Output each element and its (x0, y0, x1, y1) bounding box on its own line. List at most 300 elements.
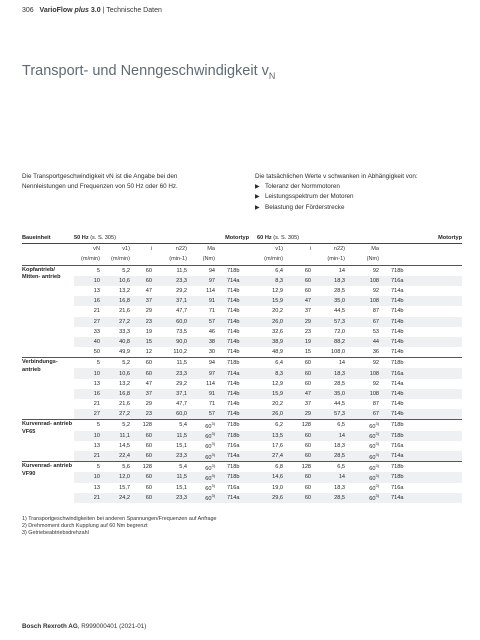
table-cell: 37,1 (158, 296, 193, 306)
table-row (22, 317, 462, 327)
table-cell: 92 (372, 380, 380, 387)
table-cell: 33 (93, 328, 100, 335)
table-cell: 11,5 (158, 265, 193, 276)
table-cell: 13,2 (119, 288, 130, 295)
table-cell: 714a (391, 288, 404, 295)
column-unit-label: v1) (122, 246, 130, 253)
table-cell: 10,6 (106, 368, 136, 378)
intro-list (255, 172, 460, 213)
table-cell: 16 (74, 389, 106, 399)
footnote-marker: 3) (211, 421, 216, 427)
table-cell: 114 (206, 380, 216, 387)
table-cell: 28,5 (317, 451, 351, 462)
column-unit-label: vN (93, 246, 100, 253)
footnote-marker: 3) (211, 493, 216, 499)
table-cell: 60 (136, 368, 158, 378)
column-unit-label: i (309, 246, 312, 253)
table-cell: 5,2 (106, 358, 136, 369)
table-cell: 37 (136, 296, 158, 306)
table-cell: 13,5 (253, 431, 289, 441)
table-cell: 15,9 (253, 296, 289, 306)
table-cell: 57,3 (317, 409, 351, 420)
table-cell: 14 (317, 472, 351, 482)
table-cell: 72,0 (334, 328, 346, 335)
table-cell: 714b (385, 317, 462, 327)
table-cell: 10 (74, 431, 106, 441)
table-cell: 18,3 (334, 442, 346, 449)
table-cell: 60$^{3)}$ (351, 431, 385, 441)
table-cell: 15,7 (119, 484, 130, 491)
table-subheader-row (22, 254, 462, 265)
table-row (22, 441, 462, 451)
table-cell: 40 (74, 337, 106, 347)
column-unit-label (385, 254, 462, 265)
table-cell: 92 (351, 265, 385, 276)
table-row (22, 389, 462, 399)
table-row (22, 483, 462, 493)
table-row (22, 379, 462, 389)
table-cell: 60,0 (158, 317, 193, 327)
table-row (22, 409, 462, 420)
table-cell: 29,2 (176, 380, 187, 387)
table-cell: 60$^{3)}$ (351, 472, 385, 482)
intro-list-lead: Die tatsächlichen Werte v schwanken in Abhängigkeit von: (255, 173, 418, 180)
footnote: 3) Getriebeabtriebsdrehzahl (22, 530, 89, 536)
table-cell: 60 (136, 358, 158, 369)
table-cell: 21 (74, 451, 106, 462)
table-cell: 22,4 (106, 451, 136, 462)
table-cell: 60 (289, 472, 317, 482)
table-row (22, 337, 462, 347)
product-name: VarioFlow plus 3.0 (39, 7, 101, 14)
table-cell: 714b (385, 337, 462, 347)
table-cell: 88,2 (317, 337, 351, 347)
table-cell: 60 (289, 493, 317, 503)
section-name: Technische Daten (106, 7, 162, 14)
table-row (22, 306, 462, 316)
table-cell: 714b (391, 308, 404, 315)
table-cell: 40,8 (106, 337, 136, 347)
column-unit-label: Ma (207, 246, 216, 253)
table-cell: 37 (304, 401, 312, 408)
table-cell: 714a (221, 276, 253, 286)
table-cell: 27 (74, 317, 106, 327)
table-cell: 11,1 (106, 431, 136, 441)
col-header-motortyp-50: Motortyp (221, 233, 253, 244)
table-cell: 128 (289, 420, 317, 431)
table-cell: 91 (193, 389, 221, 399)
column-unit-label: v1) (275, 246, 284, 253)
table-cell: 10 (74, 276, 106, 286)
table-cell: 37,1 (158, 389, 193, 399)
table-cell: 718b (385, 462, 462, 473)
table-cell: 108 (351, 296, 385, 306)
table-cell: 6,2 (253, 420, 289, 431)
page-number: 306 (22, 7, 34, 14)
table-cell: 5,4 (158, 420, 193, 431)
table-cell: 714b (227, 380, 240, 387)
footnote-marker: 3) (211, 441, 216, 447)
table-cell: 73,5 (176, 328, 187, 335)
table-cell: 716a (385, 276, 462, 286)
table-cell: 714b (391, 349, 404, 356)
column-unit-label: Ma (371, 246, 380, 253)
table-cell: 53 (372, 328, 380, 335)
table-cell: 60 (136, 276, 158, 286)
table-cell: 29 (289, 409, 317, 420)
table-cell: 94 (193, 358, 221, 369)
table-row (22, 327, 462, 337)
table-cell: 23,3 (158, 493, 193, 503)
table-cell: 60$^{3)}$ (205, 441, 216, 451)
column-unit-label: (m/min) (81, 256, 100, 263)
table-cell: 718b (385, 472, 462, 482)
column-unit-label: (min-1) (169, 256, 187, 263)
group-label: Kurvenrad- antrieb VF65 (22, 420, 74, 462)
table-cell: 36 (372, 349, 380, 356)
table-cell: 57 (193, 317, 221, 327)
table-cell: 718b (221, 420, 253, 431)
table-cell: 8,3 (253, 276, 289, 286)
footnote: 2) Drehmoment durch Kupplung auf 60 Nm begrenzt (22, 523, 148, 529)
table-row (22, 451, 462, 462)
table-cell: 714b (221, 389, 253, 399)
table-cell: 23,3 (158, 451, 193, 462)
table-cell: 8,3 (253, 368, 289, 378)
table-row (22, 431, 462, 441)
list-item: ▶ Leistungsspektrum der Motoren (255, 192, 460, 202)
table-cell: 718b (221, 358, 253, 369)
table-cell: 27 (74, 409, 106, 420)
table-cell: 60 (289, 276, 317, 286)
table-cell: 67 (351, 409, 385, 420)
footnote-marker: 3) (375, 472, 380, 478)
table-cell: 60$^{3)}$ (369, 483, 380, 493)
triangle-bullet-icon: ▶ (255, 194, 260, 201)
table-cell: 12 (145, 349, 152, 356)
table-cell: 26,0 (253, 317, 289, 327)
table-cell: 716a (385, 368, 462, 378)
table-cell: 44,5 (334, 401, 346, 408)
table-cell: 29,6 (253, 493, 289, 503)
table-cell: 714a (221, 493, 253, 503)
table-cell: 47,7 (176, 308, 187, 315)
table-cell: 14 (317, 431, 351, 441)
footnote-marker: 3) (375, 421, 380, 427)
table-cell: 11,5 (158, 472, 193, 482)
column-unit-label (289, 254, 317, 265)
table-cell: 714a (221, 368, 253, 378)
table-cell: 21 (74, 493, 106, 503)
table-cell: 60 (289, 358, 317, 369)
column-unit-label: i (150, 246, 152, 253)
table-row (22, 276, 462, 286)
table-cell: 108,0 (331, 349, 346, 356)
table-cell: 5 (74, 462, 106, 473)
table-cell: 28,5 (334, 380, 346, 387)
table-cell: 14,5 (119, 442, 130, 449)
table-cell: 13 (93, 442, 100, 449)
table-cell: 60$^{3)}$ (193, 472, 221, 482)
table-row (22, 358, 462, 369)
footnote-marker: 3) (211, 462, 216, 468)
table-cell: 37 (304, 308, 312, 315)
table-cell: 29 (289, 317, 317, 327)
page-footer: Bosch Rexroth AG, R999000401 (2021-01) (22, 623, 147, 630)
table-cell: 10 (74, 368, 106, 378)
table-cell: 60$^{3)}$ (205, 483, 216, 493)
table-cell: 23,3 (158, 368, 193, 378)
table-cell: 718b (385, 265, 462, 276)
table-cell: 716a (391, 442, 404, 449)
table-cell (22, 244, 74, 255)
table-row (22, 462, 462, 473)
table-cell: 97 (193, 276, 221, 286)
table-cell: 5 (74, 265, 106, 276)
table-cell: 716a (391, 484, 404, 491)
table-cell: 87 (372, 401, 380, 408)
table-cell: 30 (208, 349, 216, 356)
table-cell: 60 (304, 442, 312, 449)
table-cell: 60 (145, 442, 152, 449)
footnote-marker: 3) (211, 472, 216, 478)
table-cell: 38 (193, 337, 221, 347)
col-header-motortyp-60: Motortyp (385, 233, 462, 244)
table-cell: 19,0 (272, 484, 284, 491)
table-cell: 60 (289, 265, 317, 276)
table-row (22, 296, 462, 306)
table-cell: 60 (136, 493, 158, 503)
table-cell: 35,0 (317, 389, 351, 399)
column-unit-label: (Nm) (202, 256, 216, 263)
table-cell: 11,5 (158, 358, 193, 369)
table-cell: 718b (385, 358, 462, 369)
table-cell: 718b (221, 472, 253, 482)
table-cell: 23,3 (158, 276, 193, 286)
table-row (22, 347, 462, 358)
table-row (22, 420, 462, 431)
table-cell: 714a (221, 451, 253, 462)
table-cell: 19 (145, 328, 152, 335)
table-cell: 20,2 (272, 401, 284, 408)
table-cell: 91 (193, 296, 221, 306)
table-cell: 718b (221, 431, 253, 441)
table-cell: 716a (227, 442, 240, 449)
table-cell: 44,5 (334, 308, 346, 315)
table-cell: 47 (145, 288, 152, 295)
table-cell: 5 (74, 420, 106, 431)
table-cell: 92 (372, 288, 380, 295)
table-cell: 21 (93, 401, 100, 408)
table-cell: 714b (221, 317, 253, 327)
table-cell: 6,4 (253, 358, 289, 369)
triangle-bullet-icon: ▶ (255, 204, 260, 211)
table-cell: 14 (317, 358, 351, 369)
group-label: Kurvenrad- antrieb VF90 (22, 462, 74, 503)
table-cell: 714b (221, 409, 253, 420)
table-cell: 57,3 (317, 317, 351, 327)
table-cell: 26,0 (253, 409, 289, 420)
table-cell: 13 (93, 484, 100, 491)
table-cell: 714b (385, 296, 462, 306)
table-cell: 718b (221, 462, 253, 473)
page-header: 306 VarioFlow plus 3.0 | Technische Daten (22, 7, 162, 14)
table-cell: 60$^{3)}$ (193, 451, 221, 462)
table-cell: 27,2 (106, 409, 136, 420)
table-cell: 60 (289, 368, 317, 378)
table-cell: 60 (136, 451, 158, 462)
table-cell: 27,4 (253, 451, 289, 462)
table-cell: 714b (391, 401, 404, 408)
table-cell: 128 (136, 462, 158, 473)
table-cell: 714b (385, 389, 462, 399)
table-cell: 128 (289, 462, 317, 473)
table-cell: 60 (136, 472, 158, 482)
column-unit-label: n22) (175, 246, 187, 253)
table-cell: 21 (93, 308, 100, 315)
footnotes (22, 516, 217, 537)
column-unit-label: (m/min) (111, 256, 130, 263)
table-row (22, 286, 462, 296)
table-cell: 60,0 (158, 409, 193, 420)
table-cell: 716a (227, 484, 240, 491)
column-unit-label: n22) (333, 246, 346, 253)
table-cell: 32,6 (272, 328, 284, 335)
table-cell: 87 (372, 308, 380, 315)
col-header-60hz: 60 Hz (s. S. 305) (253, 233, 385, 244)
table-cell: 24,2 (106, 493, 136, 503)
table-cell: 15 (304, 349, 312, 356)
table-cell: 60 (145, 484, 152, 491)
table-cell: 718b (221, 265, 253, 276)
table-cell: 12,0 (106, 472, 136, 482)
table-cell: 23 (136, 409, 158, 420)
table-cell: 38,9 (253, 337, 289, 347)
table-cell: 60$^{3)}$ (369, 441, 380, 451)
table-cell: 128 (136, 420, 158, 431)
table-cell: 714b (221, 337, 253, 347)
table-cell: 60$^{3)}$ (193, 420, 221, 431)
table-cell: 15 (136, 337, 158, 347)
table-cell: 60 (136, 265, 158, 276)
table-cell: 14,6 (253, 472, 289, 482)
table-cell: 71 (208, 401, 216, 408)
table-cell: 5,2 (106, 265, 136, 276)
table-cell: 60 (289, 431, 317, 441)
table-cell: 12,9 (272, 288, 284, 295)
table-cell: 47 (289, 389, 317, 399)
table-cell: 6,5 (317, 462, 351, 473)
table-cell: 108 (351, 389, 385, 399)
table-cell: 71 (208, 308, 216, 315)
table-cell: 60$^{3)}$ (351, 451, 385, 462)
table-row (22, 472, 462, 482)
table-subheader-row (22, 244, 462, 255)
table-cell: 21,6 (119, 401, 130, 408)
table-cell: 60$^{3)}$ (193, 462, 221, 473)
table-cell: 5,6 (106, 462, 136, 473)
col-header-baueinheit: Baueinheit (22, 233, 74, 244)
intro-text: Die Transportgeschwindigkeit vN ist die Angabe bei den Nennleistungen und Frequenzen von 50 Hz oder 60 Hz. (22, 173, 178, 191)
table-cell: 16,8 (106, 296, 136, 306)
table-cell: 114 (206, 288, 216, 295)
table-cell: 27,2 (106, 317, 136, 327)
table-cell: 35,0 (317, 296, 351, 306)
table-cell: 60$^{3)}$ (351, 420, 385, 431)
table-cell: 13 (93, 288, 100, 295)
column-unit-label (136, 254, 158, 265)
table-cell: 33,3 (119, 328, 130, 335)
table-cell: 60$^{3)}$ (351, 462, 385, 473)
table-cell: 60 (289, 451, 317, 462)
table-cell: 6,5 (317, 420, 351, 431)
table-cell: 714b (227, 288, 240, 295)
table-cell: 13,2 (119, 380, 130, 387)
list-item: ▶ Belastung der Förderstrecke (255, 203, 460, 213)
table-cell: 714b (391, 328, 404, 335)
table-cell: 12,9 (272, 380, 284, 387)
table-cell: 50 (93, 349, 100, 356)
table-cell: 60$^{3)}$ (351, 493, 385, 503)
column-unit-label: (min-1) (327, 256, 346, 263)
table-cell: 15,1 (176, 442, 187, 449)
table-cell: 714a (385, 451, 462, 462)
footnote-marker: 3) (211, 431, 216, 437)
table-row (22, 493, 462, 503)
col-header-50hz: 50 Hz (s. S. 305) (74, 233, 221, 244)
table-row (22, 399, 462, 409)
table-cell: 15,1 (176, 484, 187, 491)
table-cell: 67 (351, 317, 385, 327)
table-cell: 5,2 (106, 420, 136, 431)
table-cell (22, 254, 74, 265)
table-cell: 46 (208, 328, 216, 335)
table-cell: 60 (136, 431, 158, 441)
column-unit-label (385, 244, 462, 255)
footnote-marker: 3) (375, 483, 380, 489)
table-cell: 90,0 (158, 337, 193, 347)
table-cell: 110,2 (173, 349, 187, 356)
table-cell: 10,6 (106, 276, 136, 286)
footnote-marker: 3) (375, 431, 380, 437)
table-cell: 714b (227, 308, 240, 315)
table-cell: 16,8 (106, 389, 136, 399)
table-cell: 48,9 (272, 349, 284, 356)
table-cell: 29,2 (176, 288, 187, 295)
footnote: 1) Transportgeschwindigkeiten bei anderen Spannungen/Frequenzen auf Anfrage (22, 516, 217, 522)
table-cell: 28,5 (334, 288, 346, 295)
column-unit-label (221, 244, 253, 255)
table-cell: 16 (74, 296, 106, 306)
table-cell: 20,2 (272, 308, 284, 315)
table-cell: 49,9 (119, 349, 130, 356)
table-cell: 718b (385, 431, 462, 441)
table-cell: 714b (227, 328, 240, 335)
table-cell: 97 (193, 368, 221, 378)
footnote-marker: 3) (375, 441, 380, 447)
triangle-bullet-icon: ▶ (255, 184, 260, 191)
table-cell: 13 (93, 380, 100, 387)
table-cell: 60$^{3)}$ (193, 431, 221, 441)
group-label: Verbindungs- antrieb (22, 358, 74, 420)
table-cell: 23 (304, 328, 312, 335)
table-cell: 6,8 (253, 462, 289, 473)
table-row (22, 368, 462, 378)
footnote-marker: 3) (375, 451, 380, 457)
table-cell: 15,9 (253, 389, 289, 399)
table-row (22, 265, 462, 276)
table-cell: 28,5 (317, 493, 351, 503)
